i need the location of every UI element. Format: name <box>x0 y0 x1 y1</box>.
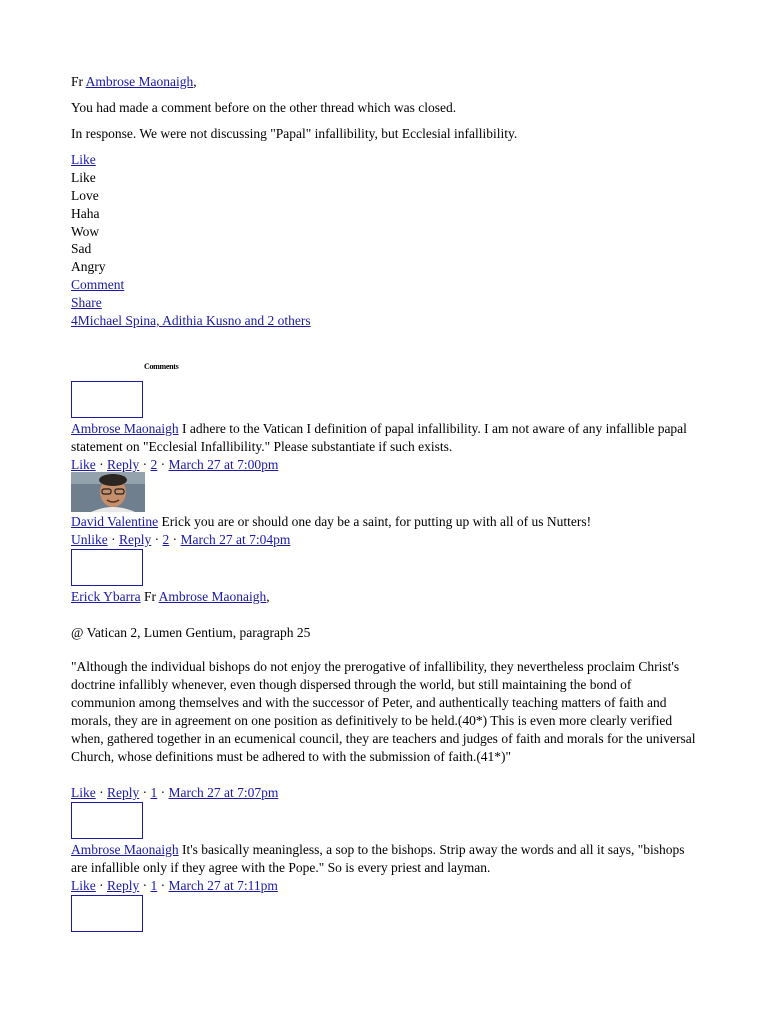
separator: · <box>95 457 107 472</box>
avatar[interactable] <box>71 472 145 512</box>
reaction-love[interactable]: Love <box>71 187 99 203</box>
comment-meta <box>71 877 704 895</box>
comment-author-link[interactable]: David Valentine <box>71 514 159 529</box>
comment-reaction-count[interactable]: 2 <box>162 532 170 547</box>
comment-author-link[interactable]: Ambrose Maonaigh <box>71 421 179 436</box>
salutation-prefix: Fr <box>71 74 84 89</box>
comment-author-link[interactable]: Erick Ybarra <box>71 589 141 604</box>
comment-text-prefix: Fr <box>143 589 156 604</box>
comment-body <box>71 420 704 456</box>
like-link[interactable]: Like <box>71 152 96 167</box>
post-text-line-1: You had made a comment before on the other thread which was closed. <box>71 100 457 115</box>
comment-timestamp[interactable]: March 27 at 7:07pm <box>168 785 279 800</box>
likers-names: Michael Spina, Adithia Kusno and 2 others <box>77 313 311 329</box>
comment-reply-link[interactable]: Reply <box>107 785 140 800</box>
comment-link[interactable]: Comment <box>71 277 125 293</box>
avatar[interactable] <box>71 381 143 418</box>
separator: · <box>157 785 169 800</box>
avatar[interactable] <box>71 802 143 839</box>
avatar[interactable] <box>71 895 143 932</box>
comment-reply-link[interactable]: Reply <box>119 532 152 547</box>
comment-text: It's basically meaningless, a sop to the bishops. Strip away the words and all it says, "bishops are infallible only if they agree with the Pope." So is every priest and layman. <box>71 842 685 875</box>
comment-like-link[interactable]: Like <box>71 785 96 800</box>
comment-reaction-count[interactable]: 2 <box>150 457 158 472</box>
separator: · <box>157 457 169 472</box>
mention-suffix: , <box>193 74 197 89</box>
comment-text: Erick you are or should one day be a saint, for putting up with all of us Nutters! <box>161 514 592 529</box>
comment-author-link[interactable]: Ambrose Maonaigh <box>71 842 179 857</box>
comment-timestamp[interactable]: March 27 at 7:04pm <box>180 532 291 547</box>
mention-suffix: , <box>266 589 270 604</box>
comment-reference: @ Vatican 2, Lumen Gentium, paragraph 25 <box>71 625 311 640</box>
separator: · <box>139 457 151 472</box>
mention-link[interactable]: Ambrose Maonaigh <box>85 74 194 89</box>
comment-mention-link[interactable]: Ambrose Maonaigh <box>158 589 267 604</box>
comment-reply-link[interactable]: Reply <box>107 457 140 472</box>
separator: · <box>169 532 181 547</box>
comment-meta <box>71 784 704 802</box>
reaction-like[interactable]: Like <box>71 169 96 185</box>
share-link[interactable]: Share <box>71 295 102 311</box>
reaction-wow[interactable]: Wow <box>71 223 100 239</box>
comments-heading: Comments <box>144 362 179 371</box>
comment-body <box>71 841 704 877</box>
reaction-haha[interactable]: Haha <box>71 205 100 221</box>
reaction-sad[interactable]: Sad <box>71 241 92 257</box>
comment-body <box>71 588 704 606</box>
separator: · <box>157 878 169 893</box>
comment-timestamp[interactable]: March 27 at 7:00pm <box>168 457 279 472</box>
comment-text: I adhere to the Vatican I definition of papal infallibility. I am not aware of any infallible papal statement on "Ecclesial Infallibility." Please substantiate if such exists. <box>71 421 687 454</box>
comment-timestamp[interactable]: March 27 at 7:11pm <box>168 878 278 893</box>
comment-reply-link[interactable]: Reply <box>107 878 140 893</box>
reaction-angry[interactable]: Angry <box>71 259 106 275</box>
likers-link[interactable] <box>71 313 311 328</box>
comment-like-link[interactable]: Like <box>71 457 96 472</box>
comment-like-link[interactable]: Like <box>71 878 96 893</box>
post-actions <box>71 151 704 330</box>
avatar[interactable] <box>71 549 143 586</box>
comment-quote: "Although the individual bishops do not enjoy the prerogative of infallibility, they nevertheless proclaim Christ's doctrine infallibly whenever, even though dispersed through the world, but still maintaining the bond of communion among themselves and with the successor of Peter, and authentically teaching matters of faith and morals, they are in agreement on one position as definitively to be held.(40*) This is even more clearly verified when, gathered together in an ecumenical council, they are teachers and judges of faith and morals for the universal Church, whose definitions must be adhered to with the submission of faith.(41*)" <box>71 659 696 764</box>
comment-meta <box>71 456 704 474</box>
comment-body <box>71 513 704 531</box>
comment-reaction-count[interactable]: 1 <box>150 785 158 800</box>
post-text-line-2: In response. We were not discussing "Papal" infallibility, but Ecclesial infallibility. <box>71 126 518 141</box>
separator: · <box>151 532 163 547</box>
separator: · <box>139 878 151 893</box>
comment-meta <box>71 531 704 549</box>
separator: · <box>139 785 151 800</box>
separator: · <box>95 878 107 893</box>
separator: · <box>95 785 107 800</box>
separator: · <box>107 532 119 547</box>
profile-photo-icon <box>71 472 145 512</box>
comment-reaction-count[interactable]: 1 <box>150 878 158 893</box>
likes-count: 4 <box>71 313 78 329</box>
comment-unlike-link[interactable]: Unlike <box>71 532 108 547</box>
post-salutation <box>71 73 704 91</box>
